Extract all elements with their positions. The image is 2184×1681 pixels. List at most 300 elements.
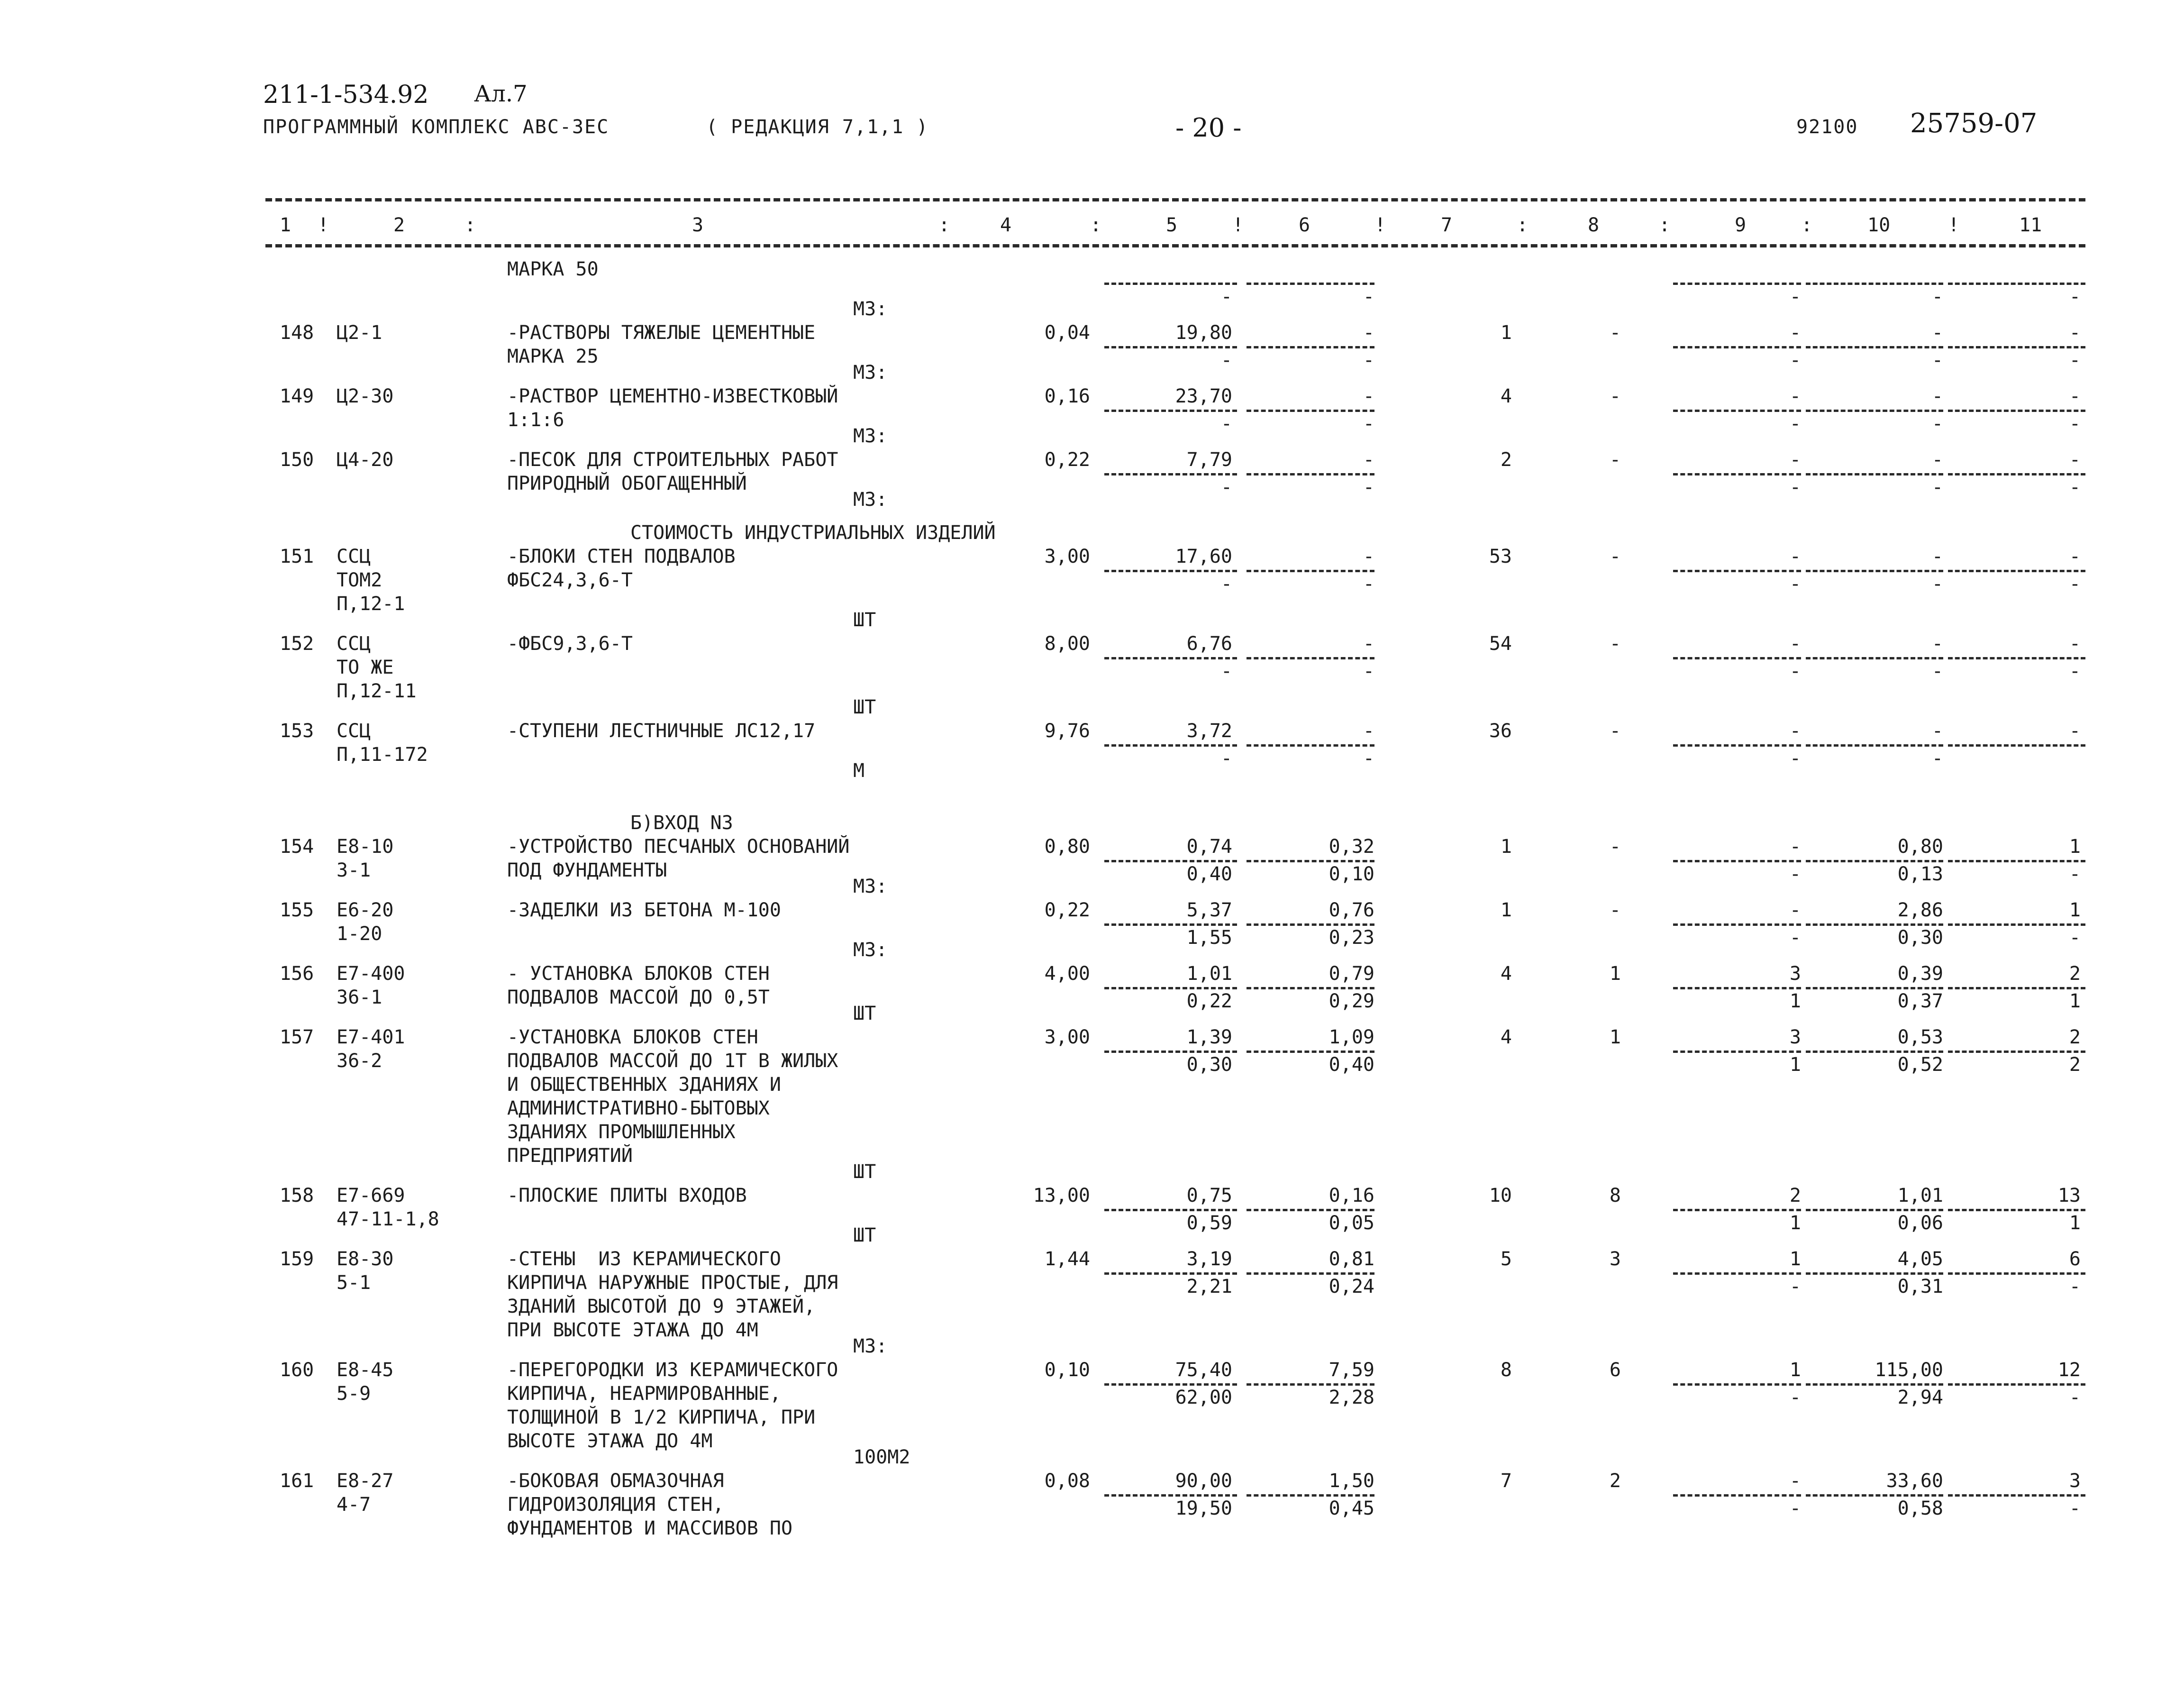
- cell-underline: [1948, 570, 2085, 572]
- row-col7: 36: [1489, 720, 1512, 742]
- row-name: -ПЕСОК ДЛЯ СТРОИТЕЛЬНЫХ РАБОТ: [507, 449, 838, 471]
- row-code: ССЦ: [337, 546, 371, 567]
- row-col7: 1: [1500, 899, 1512, 921]
- row-col11-sub: -: [2069, 1387, 2081, 1408]
- row-col8: -: [1609, 720, 1621, 742]
- row-col8: 1: [1609, 963, 1621, 985]
- row-quantity: 0,08: [1044, 1470, 1090, 1492]
- row-code: 5-1: [337, 1272, 371, 1294]
- row-col10: 0,53: [1897, 1026, 1943, 1048]
- cell-underline: [1104, 1383, 1237, 1386]
- page-number: - 20 -: [1175, 113, 1242, 143]
- row-name: -УСТАНОВКА БЛОКОВ СТЕН: [507, 1026, 758, 1048]
- row-col11: -: [2069, 720, 2081, 742]
- album-number: Ал.7: [474, 81, 528, 107]
- row-code: Е8-30: [337, 1248, 394, 1270]
- row-quantity: 8,00: [1044, 633, 1090, 655]
- doc-code: 211-1-534.92: [263, 81, 429, 109]
- row-col5-sub: 2,21: [1186, 1276, 1232, 1297]
- row-code: 1-20: [337, 923, 382, 945]
- row-col6-sub: 0,45: [1329, 1498, 1374, 1519]
- row-col11: -: [2069, 546, 2081, 567]
- inventory-number: 25759-07: [1910, 108, 2038, 139]
- row-col5: 3,72: [1186, 720, 1232, 742]
- row-quantity: 0,16: [1044, 385, 1090, 407]
- row-col9: -: [1789, 720, 1801, 742]
- row-col6-sub: -: [1363, 476, 1374, 498]
- row-col8: -: [1609, 385, 1621, 407]
- col-header-2: 2: [393, 214, 405, 236]
- row-code: ССЦ: [337, 720, 371, 742]
- row-quantity: 0,22: [1044, 899, 1090, 921]
- cell-underline: [1948, 283, 2085, 285]
- row-name: 1:1:6: [507, 409, 564, 431]
- col-header-10: 10: [1867, 214, 1891, 236]
- row-name: ФУНДАМЕНТОВ И МАССИВОВ ПО: [507, 1517, 793, 1539]
- cell-underline: [1104, 1494, 1237, 1497]
- row-code: 5-9: [337, 1383, 371, 1405]
- col-separator: :: [464, 214, 476, 236]
- row-col5-sub: -: [1220, 349, 1232, 371]
- row-col10: 0,39: [1897, 963, 1943, 985]
- row-col11-sub: -: [2069, 413, 2081, 435]
- row-col5-sub: -: [1220, 660, 1232, 682]
- cell-underline: [1673, 744, 1801, 747]
- row-col6: 0,79: [1329, 963, 1374, 985]
- row-col6-sub: -: [1363, 660, 1374, 682]
- cell-underline: [1104, 923, 1237, 926]
- row-name: ЗДАНИЯХ ПРОМЫШЛЕННЫХ: [507, 1121, 736, 1143]
- cell-underline: [1247, 1272, 1374, 1275]
- row-col10-sub: 0,06: [1897, 1212, 1943, 1234]
- row-col9-sub: -: [1789, 286, 1801, 308]
- row-col5-sub: 0,30: [1186, 1054, 1232, 1076]
- row-col7: 53: [1489, 546, 1512, 567]
- row-col5-sub: -: [1220, 573, 1232, 595]
- row-col10: -: [1931, 546, 1943, 567]
- row-col6-sub: 0,40: [1329, 1054, 1374, 1076]
- cell-underline: [1948, 1383, 2085, 1386]
- row-col6: 1,50: [1329, 1470, 1374, 1492]
- row-code: П,12-11: [337, 680, 417, 702]
- row-col9-sub: -: [1789, 476, 1801, 498]
- edition: ( РЕДАКЦИЯ 7,1,1 ): [706, 116, 929, 138]
- cell-underline: [1673, 1051, 1801, 1053]
- row-col6: -: [1363, 449, 1374, 471]
- row-code: 36-1: [337, 987, 382, 1008]
- row-col9: -: [1789, 449, 1801, 471]
- row-col6: -: [1363, 546, 1374, 567]
- col-header-3: 3: [692, 214, 704, 236]
- cell-underline: [1673, 1272, 1801, 1275]
- row-col10: 115,00: [1875, 1359, 1943, 1381]
- row-col10-sub: 0,58: [1897, 1498, 1943, 1519]
- row-unit: МЗ:: [853, 425, 888, 447]
- row-number: 158: [280, 1185, 314, 1206]
- row-unit: МЗ:: [853, 939, 888, 961]
- cell-underline: [1104, 657, 1237, 659]
- row-col6-sub: 0,23: [1329, 927, 1374, 949]
- cell-underline: [1806, 923, 1943, 926]
- cell-underline: [1806, 657, 1943, 659]
- row-name: -ПЛОСКИЕ ПЛИТЫ ВХОДОВ: [507, 1185, 747, 1206]
- row-col9-sub: -: [1789, 573, 1801, 595]
- row-col10-sub: 0,30: [1897, 927, 1943, 949]
- row-unit: МЗ:: [853, 1335, 888, 1357]
- row-col5: 0,75: [1186, 1185, 1232, 1206]
- row-col9: -: [1789, 546, 1801, 567]
- section-heading: Б)ВХОД N3: [630, 812, 733, 834]
- row-col8: 8: [1609, 1185, 1621, 1206]
- row-name: - УСТАНОВКА БЛОКОВ СТЕН: [507, 963, 770, 985]
- row-quantity: 1,44: [1044, 1248, 1090, 1270]
- row-col10-sub: -: [1931, 413, 1943, 435]
- cell-underline: [1673, 860, 1801, 862]
- row-name: КИРПИЧА НАРУЖНЫЕ ПРОСТЫЕ, ДЛЯ: [507, 1272, 838, 1294]
- cell-underline: [1247, 283, 1374, 285]
- row-col11: 2: [2069, 1026, 2081, 1048]
- row-col5: 90,00: [1175, 1470, 1232, 1492]
- row-name: ВЫСОТЕ ЭТАЖА ДО 4М: [507, 1430, 713, 1452]
- row-unit: ШТ: [853, 696, 876, 718]
- row-name: -ЗАДЕЛКИ ИЗ БЕТОНА М-100: [507, 899, 781, 921]
- row-col5-sub: 1,55: [1186, 927, 1232, 949]
- row-code: Ц2-1: [337, 322, 382, 344]
- col-header-11: 11: [2019, 214, 2042, 236]
- cell-underline: [1673, 923, 1801, 926]
- row-col7: 10: [1489, 1185, 1512, 1206]
- row-col10-sub: -: [1931, 286, 1943, 308]
- row-unit: МЗ:: [853, 489, 888, 511]
- row-number: 159: [280, 1248, 314, 1270]
- row-col7: 5: [1500, 1248, 1512, 1270]
- row-col11-sub: -: [2069, 1276, 2081, 1297]
- row-name: МАРКА 50: [507, 258, 599, 280]
- row-col11-sub: -: [2069, 863, 2081, 885]
- row-code: Е6-20: [337, 899, 394, 921]
- col-separator: !: [1948, 214, 1960, 236]
- row-number: 151: [280, 546, 314, 567]
- row-col7: 4: [1500, 1026, 1512, 1048]
- cell-underline: [1247, 346, 1374, 348]
- row-unit: ШТ: [853, 1224, 876, 1246]
- cell-underline: [1247, 1494, 1374, 1497]
- row-col10-sub: 0,13: [1897, 863, 1943, 885]
- cell-underline: [1247, 923, 1374, 926]
- row-col11: -: [2069, 385, 2081, 407]
- row-unit: МЗ:: [853, 362, 888, 384]
- col-separator: :: [938, 214, 950, 236]
- row-code: П,11-172: [337, 744, 428, 766]
- row-col8: -: [1609, 546, 1621, 567]
- cell-underline: [1948, 473, 2085, 475]
- doc-code-2: 92100: [1796, 116, 1858, 138]
- cell-underline: [1247, 1383, 1374, 1386]
- row-col11: 6: [2069, 1248, 2081, 1270]
- row-quantity: 3,00: [1044, 1026, 1090, 1048]
- row-col9-sub: -: [1789, 1498, 1801, 1519]
- row-col10: -: [1931, 720, 1943, 742]
- row-col9-sub: -: [1789, 927, 1801, 949]
- row-col11-sub: 1: [2069, 1212, 2081, 1234]
- row-quantity: 9,76: [1044, 720, 1090, 742]
- cell-underline: [1948, 410, 2085, 412]
- row-number: 156: [280, 963, 314, 985]
- cell-underline: [1673, 1494, 1801, 1497]
- cell-underline: [1104, 987, 1237, 989]
- cell-underline: [1247, 570, 1374, 572]
- row-col5: 17,60: [1175, 546, 1232, 567]
- row-code: П,12-1: [337, 593, 405, 615]
- cell-underline: [1806, 744, 1943, 747]
- row-col10-sub: -: [1931, 748, 1943, 769]
- row-col8: -: [1609, 836, 1621, 858]
- row-number: 157: [280, 1026, 314, 1048]
- row-number: 149: [280, 385, 314, 407]
- row-col9: 3: [1789, 1026, 1801, 1048]
- row-code: Е7-669: [337, 1185, 405, 1206]
- row-quantity: 0,10: [1044, 1359, 1090, 1381]
- row-name: -БЛОКИ СТЕН ПОДВАЛОВ: [507, 546, 736, 567]
- cell-underline: [1247, 473, 1374, 475]
- row-col6-sub: -: [1363, 349, 1374, 371]
- row-unit: МЗ:: [853, 876, 888, 897]
- row-col9: 2: [1789, 1185, 1801, 1206]
- cell-underline: [1673, 346, 1801, 348]
- row-name: ЗДАНИЙ ВЫСОТОЙ ДО 9 ЭТАЖЕЙ,: [507, 1296, 816, 1317]
- row-col6: -: [1363, 633, 1374, 655]
- cell-underline: [1806, 1209, 1943, 1211]
- row-number: 152: [280, 633, 314, 655]
- program-name: ПРОГРАММНЫЙ КОМПЛЕКС АВС-3ЕС: [263, 116, 610, 138]
- row-col5: 19,80: [1175, 322, 1232, 344]
- row-col6: 0,81: [1329, 1248, 1374, 1270]
- row-quantity: 4,00: [1044, 963, 1090, 985]
- row-unit: М: [853, 760, 865, 782]
- row-col5: 6,76: [1186, 633, 1232, 655]
- cell-underline: [1673, 657, 1801, 659]
- row-quantity: 0,80: [1044, 836, 1090, 858]
- row-col5: 7,79: [1186, 449, 1232, 471]
- row-col11: 3: [2069, 1470, 2081, 1492]
- cell-underline: [1806, 987, 1943, 989]
- row-code: Е8-10: [337, 836, 394, 858]
- row-col6: 0,76: [1329, 899, 1374, 921]
- row-name: И ОБЩЕСТВЕННЫХ ЗДАНИЯХ И: [507, 1074, 781, 1096]
- row-col11: 1: [2069, 836, 2081, 858]
- row-col9-sub: -: [1789, 748, 1801, 769]
- row-col10: 33,60: [1886, 1470, 1943, 1492]
- cell-underline: [1806, 346, 1943, 348]
- row-col6: -: [1363, 720, 1374, 742]
- row-name: ТОЛЩИНОЙ В 1/2 КИРПИЧА, ПРИ: [507, 1407, 816, 1428]
- row-col5-sub: 19,50: [1175, 1498, 1232, 1519]
- row-unit: ШТ: [853, 1161, 876, 1183]
- row-col10: 4,05: [1897, 1248, 1943, 1270]
- row-col9: 1: [1789, 1248, 1801, 1270]
- cell-underline: [1948, 860, 2085, 862]
- cell-underline: [1104, 473, 1237, 475]
- row-name: -ПЕРЕГОРОДКИ ИЗ КЕРАМИЧЕСКОГО: [507, 1359, 838, 1381]
- cell-underline: [1104, 1209, 1237, 1211]
- row-col6-sub: 0,05: [1329, 1212, 1374, 1234]
- row-col6: -: [1363, 385, 1374, 407]
- cell-underline: [1806, 1494, 1943, 1497]
- row-col9: -: [1789, 899, 1801, 921]
- row-name: -УСТРОЙСТВО ПЕСЧАНЫХ ОСНОВАНИЙ: [507, 836, 850, 858]
- cell-underline: [1806, 1272, 1943, 1275]
- row-col10-sub: -: [1931, 349, 1943, 371]
- row-col6-sub: 0,24: [1329, 1276, 1374, 1297]
- row-col9: -: [1789, 322, 1801, 344]
- cell-underline: [1104, 570, 1237, 572]
- row-col10: -: [1931, 633, 1943, 655]
- row-name: -БОКОВАЯ ОБМАЗОЧНАЯ: [507, 1470, 724, 1492]
- row-code: ТО ЖЕ: [337, 657, 394, 678]
- row-unit: ШТ: [853, 1003, 876, 1024]
- row-col6-sub: 2,28: [1329, 1387, 1374, 1408]
- cell-underline: [1806, 283, 1943, 285]
- row-col7: 4: [1500, 963, 1512, 985]
- row-code: Ц4-20: [337, 449, 394, 471]
- row-col8: -: [1609, 449, 1621, 471]
- cell-underline: [1104, 860, 1237, 862]
- row-col9: 3: [1789, 963, 1801, 985]
- row-col10-sub: -: [1931, 660, 1943, 682]
- cell-underline: [1247, 744, 1374, 747]
- row-col11: -: [2069, 633, 2081, 655]
- cell-underline: [1806, 473, 1943, 475]
- row-unit: МЗ:: [853, 298, 888, 320]
- row-col7: 7: [1500, 1470, 1512, 1492]
- row-col8: -: [1609, 322, 1621, 344]
- row-col9: -: [1789, 633, 1801, 655]
- row-col8: 2: [1609, 1470, 1621, 1492]
- row-col5: 75,40: [1175, 1359, 1232, 1381]
- row-col6: 7,59: [1329, 1359, 1374, 1381]
- row-col8: 3: [1609, 1248, 1621, 1270]
- col-separator: !: [1232, 214, 1244, 236]
- cell-underline: [1673, 283, 1801, 285]
- row-col6: 1,09: [1329, 1026, 1374, 1048]
- col-separator: :: [1659, 214, 1671, 236]
- row-col9-sub: 1: [1789, 990, 1801, 1012]
- row-col9-sub: 1: [1789, 1212, 1801, 1234]
- row-col11: 1: [2069, 899, 2081, 921]
- row-name: ПОДВАЛОВ МАССОЙ ДО 1Т В ЖИЛЫХ: [507, 1050, 838, 1072]
- row-col6-sub: 0,29: [1329, 990, 1374, 1012]
- cell-underline: [1948, 987, 2085, 989]
- row-col11-sub: 2: [2069, 1054, 2081, 1076]
- row-code: Е8-27: [337, 1470, 394, 1492]
- row-col11: 13: [2057, 1185, 2081, 1206]
- cell-underline: [1673, 1383, 1801, 1386]
- row-col10-sub: 2,94: [1897, 1387, 1943, 1408]
- row-col11: -: [2069, 322, 2081, 344]
- cell-underline: [1247, 657, 1374, 659]
- col-header-5: 5: [1166, 214, 1178, 236]
- row-col6-sub: 0,10: [1329, 863, 1374, 885]
- row-col11-sub: -: [2069, 660, 2081, 682]
- row-col7: 8: [1500, 1359, 1512, 1381]
- row-col10: 2,86: [1897, 899, 1943, 921]
- row-col10-sub: 0,31: [1897, 1276, 1943, 1297]
- col-header-9: 9: [1735, 214, 1747, 236]
- row-col6: 0,32: [1329, 836, 1374, 858]
- row-col9: -: [1789, 1470, 1801, 1492]
- cell-underline: [1247, 987, 1374, 989]
- col-separator: :: [1801, 214, 1813, 236]
- col-header-4: 4: [1000, 214, 1012, 236]
- row-col10-sub: -: [1931, 476, 1943, 498]
- row-col7: 4: [1500, 385, 1512, 407]
- cell-underline: [1104, 1272, 1237, 1275]
- cell-underline: [1806, 1051, 1943, 1053]
- row-name: АДМИНИСТРАТИВНО-БЫТОВЫХ: [507, 1097, 770, 1119]
- row-col5-sub: 0,40: [1186, 863, 1232, 885]
- row-col10: -: [1931, 449, 1943, 471]
- row-code: 47-11-1,8: [337, 1208, 439, 1230]
- row-col9-sub: -: [1789, 660, 1801, 682]
- row-col9-sub: 1: [1789, 1054, 1801, 1076]
- row-col5-sub: -: [1220, 748, 1232, 769]
- row-col9: 1: [1789, 1359, 1801, 1381]
- row-col5: 1,39: [1186, 1026, 1232, 1048]
- cell-underline: [1673, 473, 1801, 475]
- row-col10: -: [1931, 385, 1943, 407]
- row-col9: -: [1789, 836, 1801, 858]
- cell-underline: [1104, 410, 1237, 412]
- row-name: ПРЕДПРИЯТИЙ: [507, 1145, 633, 1167]
- row-quantity: 3,00: [1044, 546, 1090, 567]
- row-col5-sub: 62,00: [1175, 1387, 1232, 1408]
- row-col11: -: [2069, 449, 2081, 471]
- row-name: ГИДРОИЗОЛЯЦИЯ СТЕН,: [507, 1494, 724, 1516]
- row-col7: 1: [1500, 322, 1512, 344]
- cell-underline: [1948, 346, 2085, 348]
- row-col5: 1,01: [1186, 963, 1232, 985]
- row-col5-sub: 0,22: [1186, 990, 1232, 1012]
- row-code: 3-1: [337, 859, 371, 881]
- row-number: 154: [280, 836, 314, 858]
- row-col10: 0,80: [1897, 836, 1943, 858]
- row-col5: 5,37: [1186, 899, 1232, 921]
- row-col11: 2: [2069, 963, 2081, 985]
- cell-underline: [1104, 1051, 1237, 1053]
- cell-underline: [1948, 1494, 2085, 1497]
- row-col9-sub: -: [1789, 863, 1801, 885]
- row-col6-sub: -: [1363, 286, 1374, 308]
- row-quantity: 13,00: [1033, 1185, 1090, 1206]
- row-name: ПРИ ВЫСОТЕ ЭТАЖА ДО 4М: [507, 1319, 758, 1341]
- section-heading: СТОИМОСТЬ ИНДУСТРИАЛЬНЫХ ИЗДЕЛИЙ: [630, 522, 996, 544]
- col-header-1: 1: [280, 214, 291, 236]
- row-col5-sub: -: [1220, 286, 1232, 308]
- row-col10-sub: -: [1931, 573, 1943, 595]
- row-code: Е7-400: [337, 963, 405, 985]
- row-col5-sub: -: [1220, 476, 1232, 498]
- row-name: КИРПИЧА, НЕАРМИРОВАННЫЕ,: [507, 1383, 781, 1405]
- row-code: ТОМ2: [337, 569, 382, 591]
- row-col9-sub: -: [1789, 349, 1801, 371]
- row-col9-sub: -: [1789, 1276, 1801, 1297]
- row-col8: 1: [1609, 1026, 1621, 1048]
- cell-underline: [1806, 1383, 1943, 1386]
- row-col6-sub: -: [1363, 413, 1374, 435]
- row-col8: -: [1609, 899, 1621, 921]
- row-col10: -: [1931, 322, 1943, 344]
- row-number: 160: [280, 1359, 314, 1381]
